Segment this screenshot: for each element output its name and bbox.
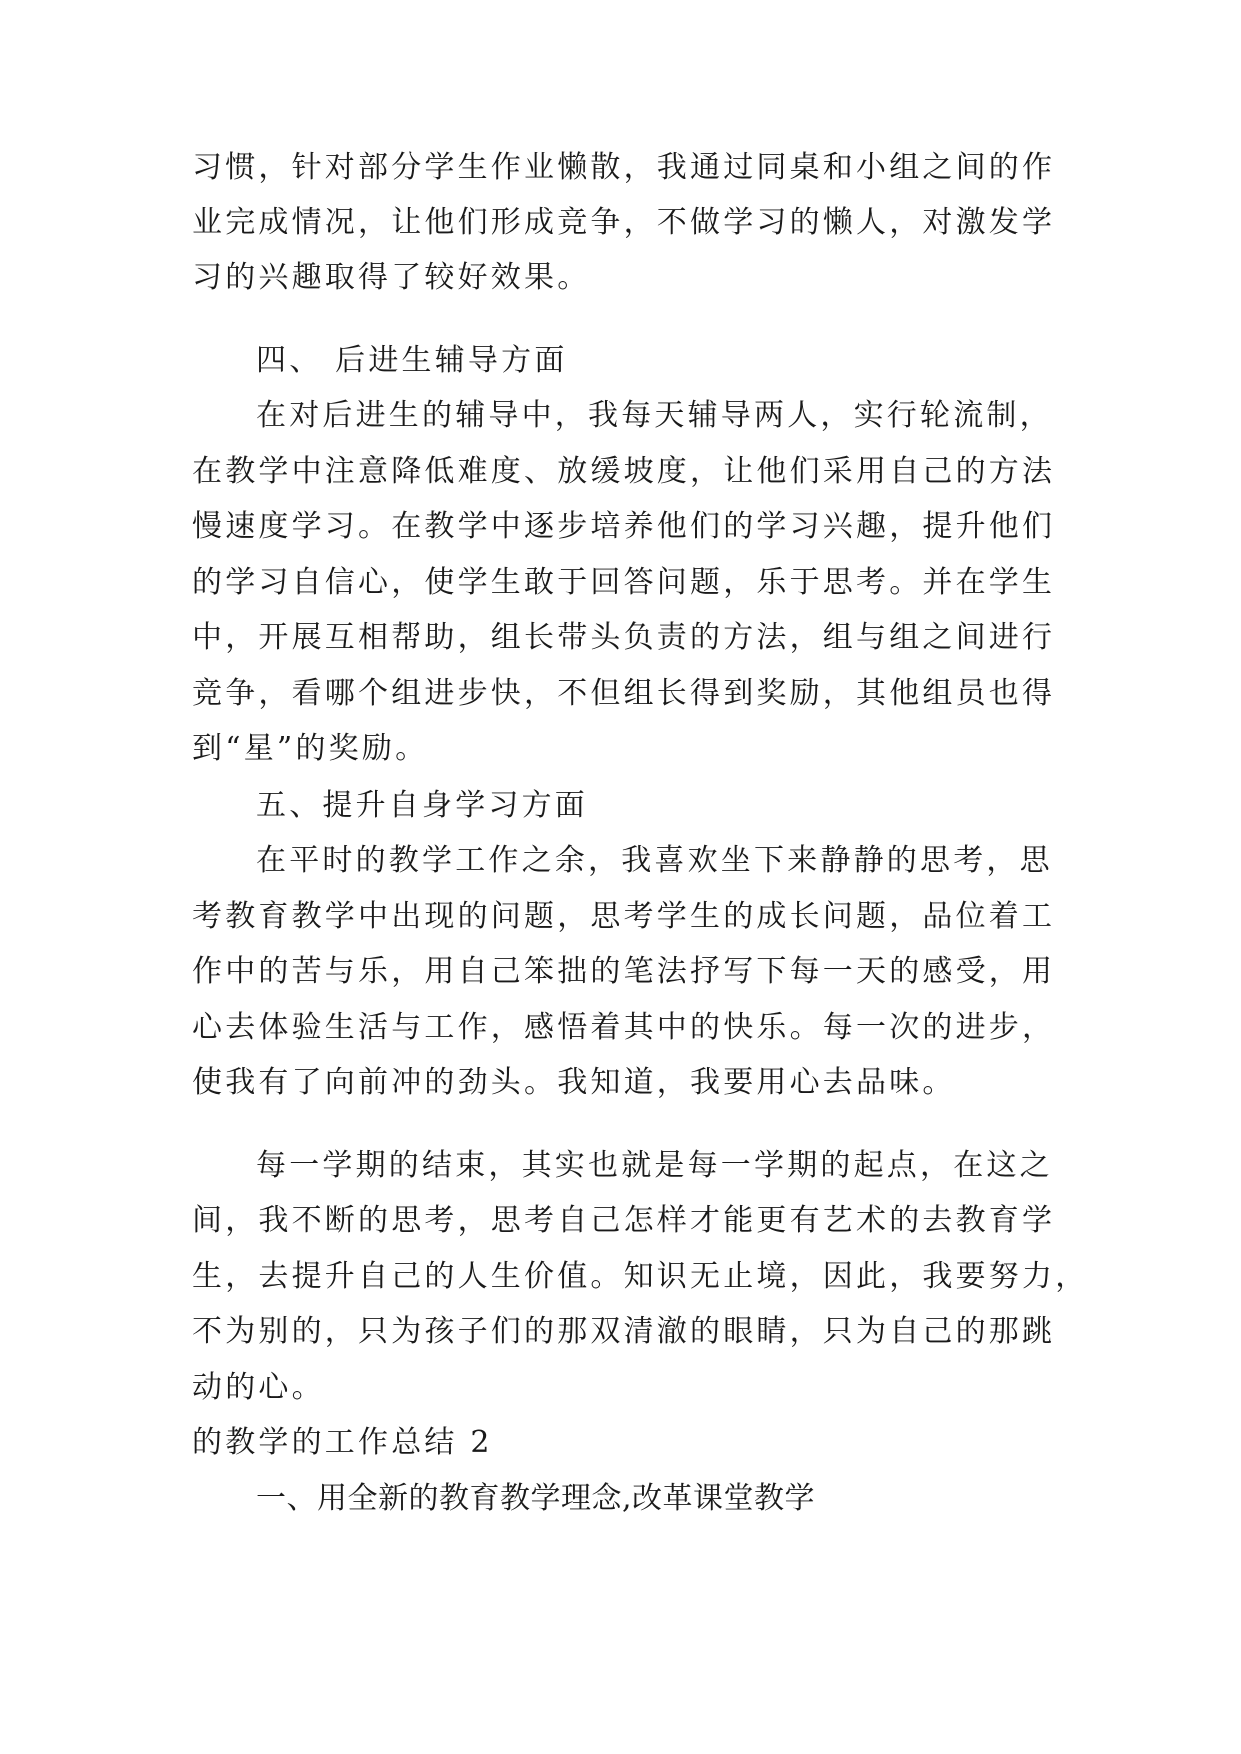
paragraph-line: 生，去提升自己的人生价值。知识无止境，因此，我要努力，	[192, 1259, 1089, 1294]
paragraph-line: 的学习自信心，使学生敢于回答问题，乐于思考。并在学生	[192, 565, 1056, 600]
paragraph-line: 作中的苦与乐，用自己笨拙的笔法抒写下每一天的感受，用	[192, 954, 1056, 989]
paragraph-line: 间，我不断的思考，思考自己怎样才能更有艺术的去教育学	[192, 1203, 1056, 1238]
article-title: 的教学的工作总结 2	[192, 1425, 493, 1460]
section-heading: 一、用全新的教育教学理念,改革课堂教学	[256, 1481, 816, 1516]
paragraph-line: 心去体验生活与工作，感悟着其中的快乐。每一次的进步，	[192, 1010, 1056, 1045]
paragraph-line: 习的兴趣取得了较好效果。	[192, 260, 591, 295]
paragraph-line: 动的心。	[192, 1370, 325, 1405]
paragraph-line: 慢速度学习。在教学中逐步培养他们的学习兴趣，提升他们	[192, 509, 1056, 544]
paragraph-line: 每一学期的结束，其实也就是每一学期的起点，在这之	[256, 1148, 1053, 1183]
paragraph-line: 竞争，看哪个组进步快，不但组长得到奖励，其他组员也得	[192, 676, 1056, 711]
paragraph-line: 使我有了向前冲的劲头。我知道，我要用心去品味。	[192, 1065, 956, 1100]
paragraph-line: 在平时的教学工作之余，我喜欢坐下来静静的思考，思	[256, 843, 1053, 878]
paragraph-line: 在教学中注意降低难度、放缓坡度，让他们采用自己的方法	[192, 454, 1056, 489]
paragraph-line: 在对后进生的辅导中，我每天辅导两人，实行轮流制，	[256, 398, 1053, 433]
paragraph-line: 业完成情况，让他们形成竞争，不做学习的懒人，对激发学	[192, 205, 1056, 240]
paragraph-line: 到“星”的奖励。	[192, 731, 429, 766]
paragraph-line: 中，开展互相帮助，组长带头负责的方法，组与组之间进行	[192, 620, 1056, 655]
paragraph-line: 不为别的，只为孩子们的那双清澈的眼睛，只为自己的那跳	[192, 1314, 1056, 1349]
paragraph-line: 习惯，针对部分学生作业懒散，我通过同桌和小组之间的作	[192, 150, 1056, 185]
paragraph-line: 考教育教学中出现的问题，思考学生的成长问题，品位着工	[192, 899, 1056, 934]
section-heading: 四、 后进生辅导方面	[256, 343, 568, 378]
section-heading: 五、提升自身学习方面	[256, 788, 588, 823]
